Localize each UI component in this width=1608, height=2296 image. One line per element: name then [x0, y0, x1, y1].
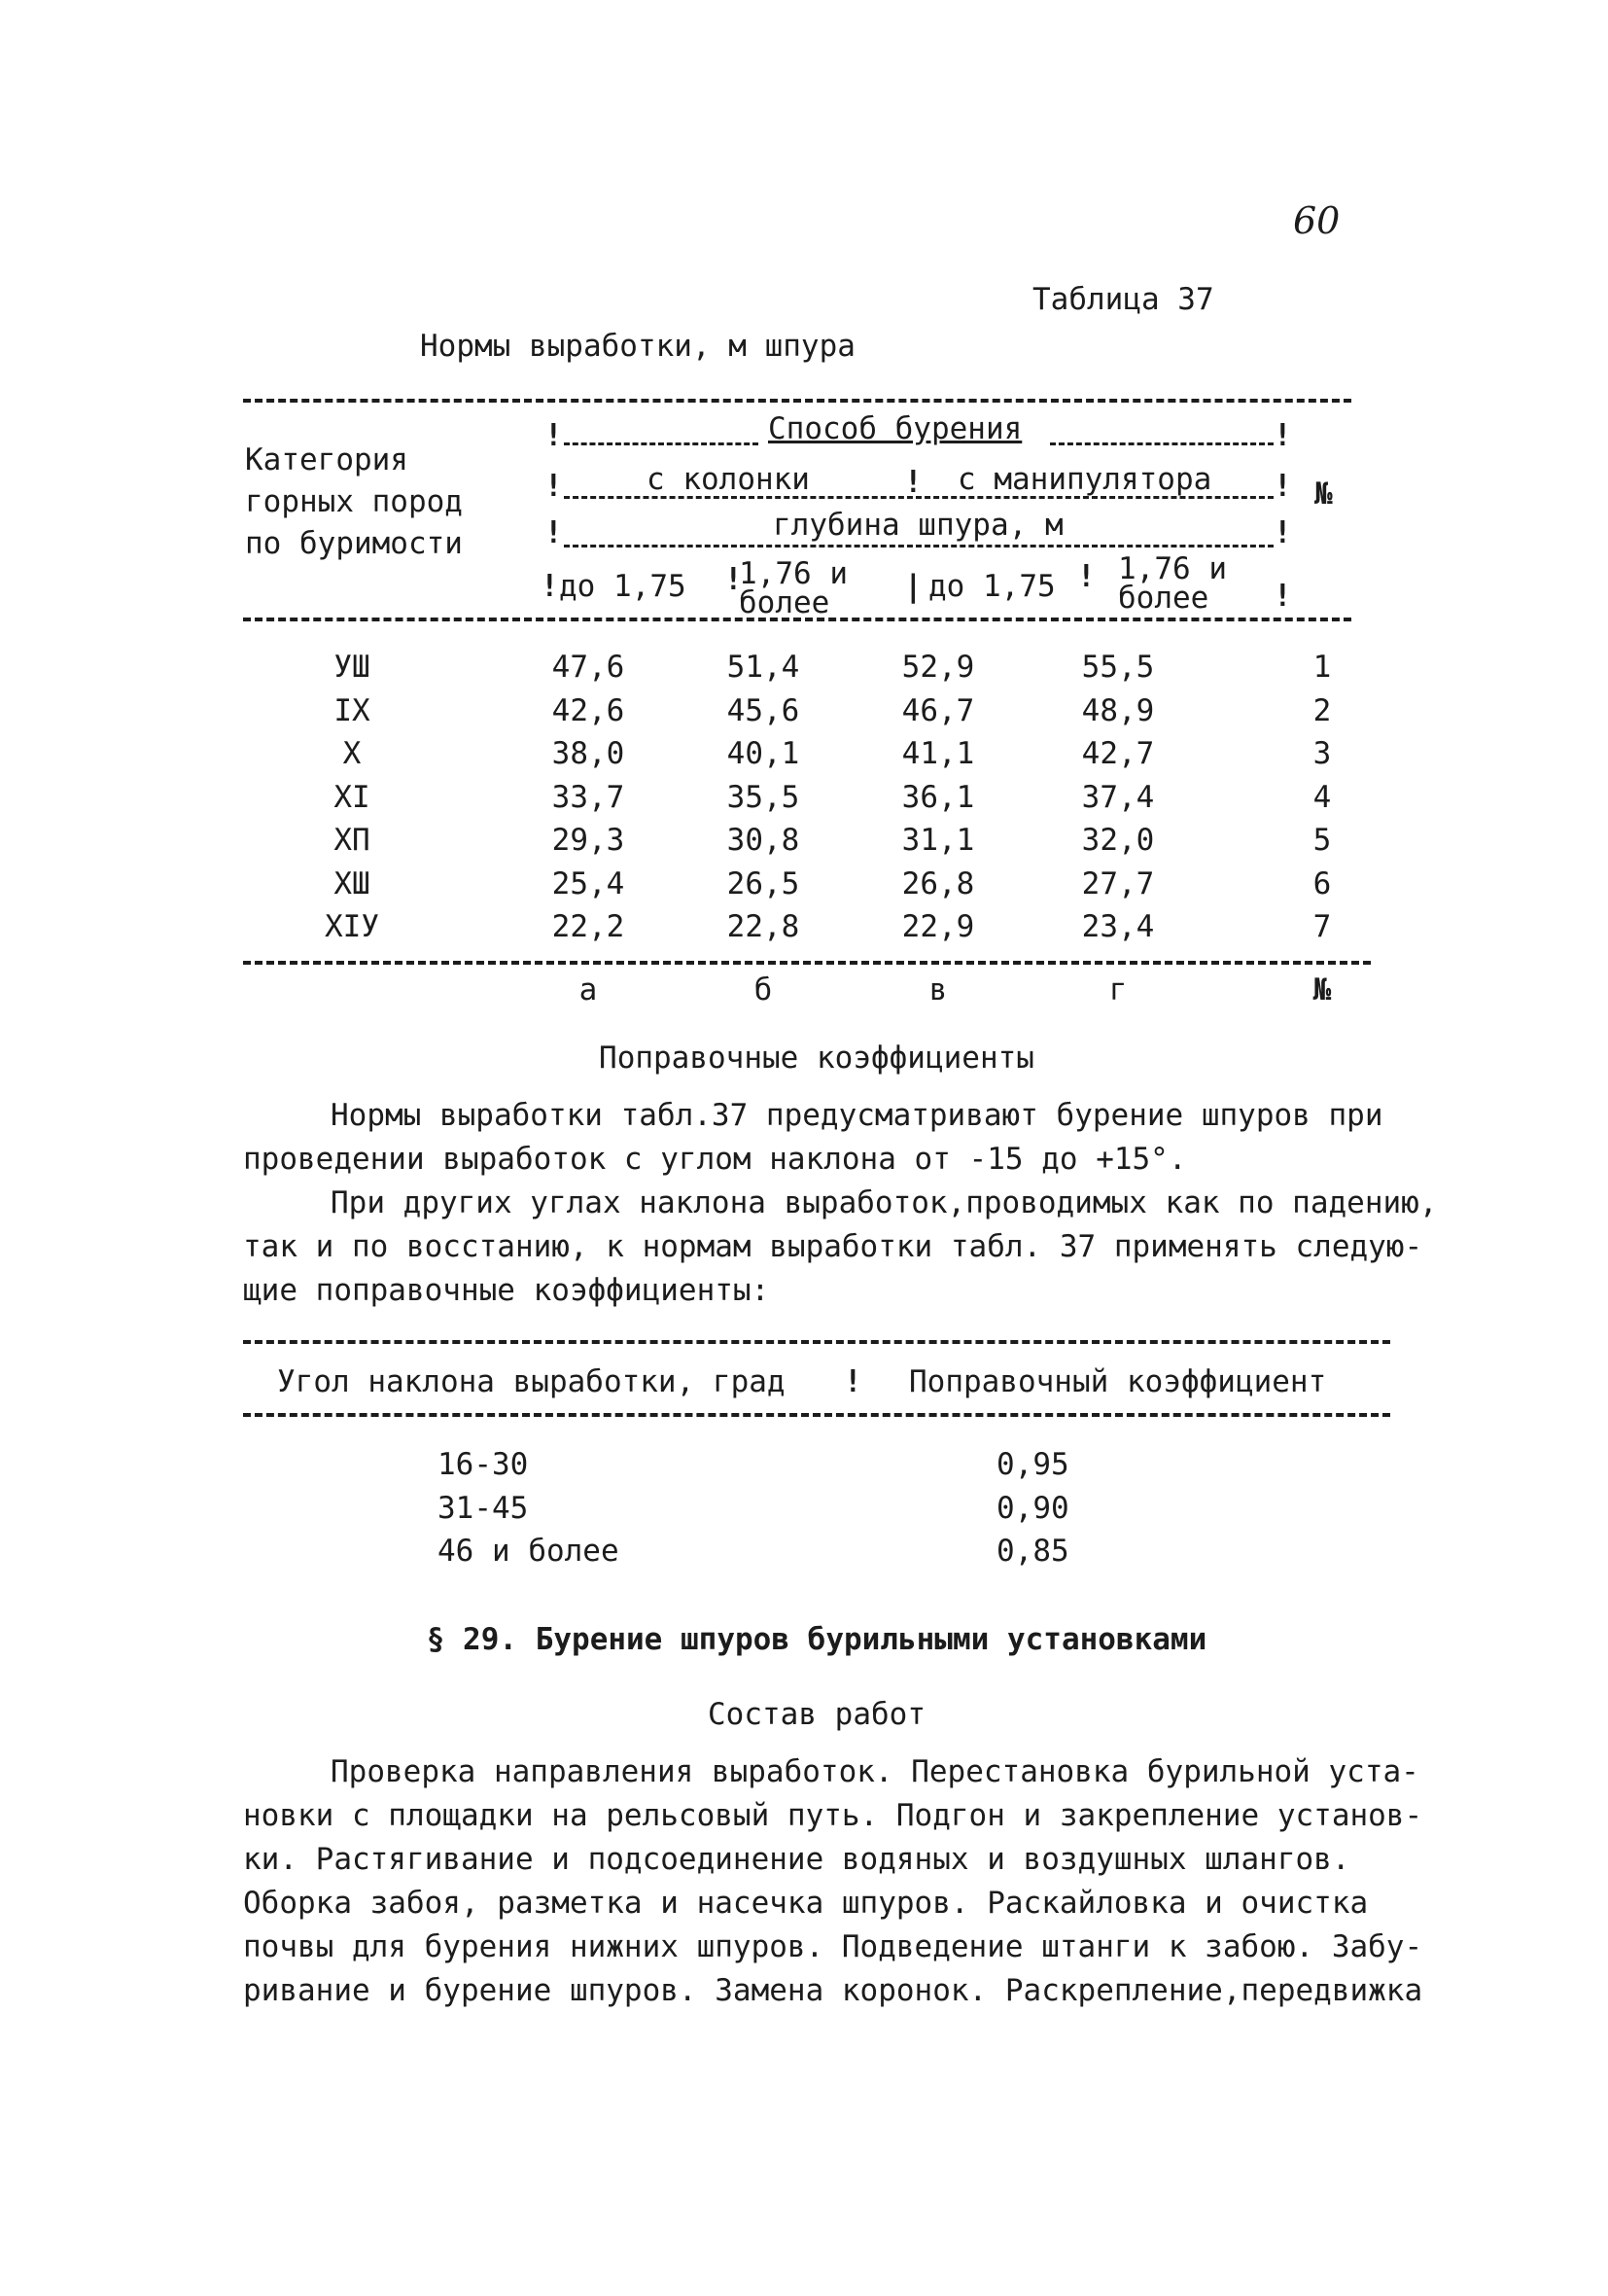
- header-bar: !: [544, 515, 563, 550]
- table-cell: 41,1: [901, 736, 975, 771]
- para-line: почвы для бурения нижних шпуров. Подведение штанги к забою. Забу-: [243, 1929, 1423, 1964]
- corr-coef: 0,90: [996, 1490, 1069, 1526]
- subcol-3: до 1,75: [928, 569, 1056, 604]
- table-top-rule: [243, 399, 1351, 403]
- table-cell: 26,8: [901, 865, 975, 901]
- table-cell: 38,0: [551, 736, 625, 771]
- table-cell: 26,5: [726, 865, 800, 901]
- footer-letter-v: в: [928, 972, 948, 1007]
- para-line: так и по восстанию, к нормам выработки табл. 37 применять следую-: [243, 1229, 1423, 1264]
- header-bar: !: [541, 569, 559, 604]
- corr-angle: 46 и более: [437, 1534, 619, 1569]
- table-cell: 55,5: [1081, 650, 1155, 685]
- table-cell: 48,9: [1081, 692, 1155, 728]
- row-category: XШ: [333, 865, 370, 901]
- work-heading: Состав работ: [708, 1697, 926, 1732]
- corr-col-bar: !: [844, 1364, 862, 1399]
- row-category: X: [342, 736, 362, 771]
- para-line: Оборка забоя, разметка и насечка шпуров. Раскайловка и очистка: [243, 1886, 1369, 1921]
- para-line: ривание и бурение шпуров. Замена коронок. Раскрепление,передвижка: [243, 1973, 1423, 2008]
- row-number: 6: [1312, 865, 1332, 901]
- subcol-1: до 1,75: [559, 569, 686, 604]
- table-cell: 30,8: [726, 823, 800, 858]
- category-line-1: Категория: [245, 442, 408, 477]
- table-cell: 31,1: [901, 823, 975, 858]
- from-manipulator-header: с манипулятора: [958, 462, 1212, 497]
- table-cell: 23,4: [1081, 909, 1155, 944]
- corr-coef: 0,95: [996, 1447, 1069, 1482]
- para-line: новки с площадки на рельсовый путь. Подгон и закрепление установ-: [243, 1798, 1423, 1833]
- table-cell: 32,0: [1081, 823, 1155, 858]
- header-bar: !: [1274, 579, 1292, 614]
- table-bottom-rule: [243, 961, 1371, 965]
- footer-num: №: [1312, 972, 1332, 1007]
- table-cell: 47,6: [551, 650, 625, 685]
- table-cell: 36,1: [901, 779, 975, 815]
- row-number: 5: [1312, 823, 1332, 858]
- para-line: ки. Растягивание и подсоединение водяных и воздушных шлангов.: [243, 1842, 1350, 1877]
- corr-angle: 31-45: [437, 1490, 529, 1526]
- corr-col-angle: Угол наклона выработки, град: [277, 1364, 786, 1399]
- section-29-title: § 29. Бурение шпуров бурильными установками: [426, 1622, 1207, 1657]
- category-line-2: горных пород: [245, 484, 463, 519]
- para-line: Проверка направления выработок. Перестановка бурильной уста-: [331, 1754, 1419, 1789]
- corr-angle: 16-30: [437, 1447, 529, 1482]
- num-header: №: [1314, 477, 1333, 512]
- row-category: XI: [333, 779, 370, 815]
- corr-top-rule: [243, 1340, 1390, 1344]
- corrections-para-2: [243, 1182, 1438, 1313]
- header-bar: !: [724, 562, 743, 597]
- header-bar: !: [544, 469, 563, 504]
- header-bar: !: [544, 418, 563, 453]
- corr-col-coef: Поправочный коэффициент: [909, 1364, 1327, 1399]
- table-cell: 42,6: [551, 692, 625, 728]
- para-line: щие поправочные коэффициенты:: [243, 1273, 770, 1308]
- category-line-3: по буримости: [245, 526, 463, 561]
- corrections-para-1: [243, 1094, 1390, 1182]
- method-rule-right: [1050, 442, 1274, 445]
- row-number: 4: [1312, 779, 1332, 815]
- table-label: Таблица 37: [1032, 282, 1214, 317]
- method-rule-left: [564, 442, 758, 445]
- subcol-2: 1,76 и более: [739, 556, 848, 620]
- row-category: УШ: [333, 650, 370, 685]
- depth-rule: [564, 545, 1274, 548]
- table-cell: 46,7: [901, 692, 975, 728]
- table-cell: 42,7: [1081, 736, 1155, 771]
- footer-letter-g: г: [1108, 972, 1128, 1007]
- table-cell: 22,2: [551, 909, 625, 944]
- table-title: Нормы выработки, м шпура: [420, 329, 856, 364]
- corr-coef: 0,85: [996, 1534, 1069, 1569]
- header-bar: !: [1077, 559, 1096, 594]
- row-category: XП: [333, 823, 370, 858]
- from-column-header: с колонки: [647, 462, 810, 497]
- table-cell: 40,1: [726, 736, 800, 771]
- para-line: Нормы выработки табл.37 предусматривают бурение шпуров при: [331, 1098, 1383, 1133]
- header-bar: !: [1274, 469, 1292, 504]
- table-cell: 37,4: [1081, 779, 1155, 815]
- depth-header: глубина шпура, м: [773, 508, 1064, 543]
- header-bar: !: [1274, 418, 1292, 453]
- corr-header-rule: [243, 1413, 1390, 1417]
- para-line: проведении выработок с углом наклона от -15 до +15°.: [243, 1142, 1187, 1177]
- submethod-rule: [564, 496, 1274, 499]
- method-header: Способ бурения: [768, 411, 1023, 446]
- table-cell: 51,4: [726, 650, 800, 685]
- table-cell: 22,8: [726, 909, 800, 944]
- table-cell: 25,4: [551, 865, 625, 901]
- row-category: XIУ: [325, 909, 379, 944]
- table-cell: 52,9: [901, 650, 975, 685]
- row-number: 1: [1312, 650, 1332, 685]
- table-cell: 27,7: [1081, 865, 1155, 901]
- header-bar: !: [1274, 515, 1292, 550]
- page-number: 60: [1293, 199, 1341, 242]
- footer-letter-a: а: [578, 972, 598, 1007]
- header-bar: |: [904, 569, 923, 604]
- table-cell: 33,7: [551, 779, 625, 815]
- subcol-4: 1,76 и более: [1118, 551, 1227, 616]
- table-cell: 29,3: [551, 823, 625, 858]
- table-cell: 22,9: [901, 909, 975, 944]
- header-bar: !: [904, 465, 923, 500]
- table-cell: 45,6: [726, 692, 800, 728]
- work-composition: [243, 1750, 1423, 2013]
- row-number: 3: [1312, 736, 1332, 771]
- row-number: 7: [1312, 909, 1332, 944]
- row-number: 2: [1312, 692, 1332, 728]
- para-line: При других углах наклона выработок,проводимых как по падению,: [331, 1185, 1438, 1220]
- header-bottom-rule: [243, 618, 1351, 621]
- footer-letter-b: б: [753, 972, 773, 1007]
- table-cell: 35,5: [726, 779, 800, 815]
- row-category: IX: [333, 692, 370, 728]
- corrections-heading: Поправочные коэффициенты: [599, 1041, 1034, 1076]
